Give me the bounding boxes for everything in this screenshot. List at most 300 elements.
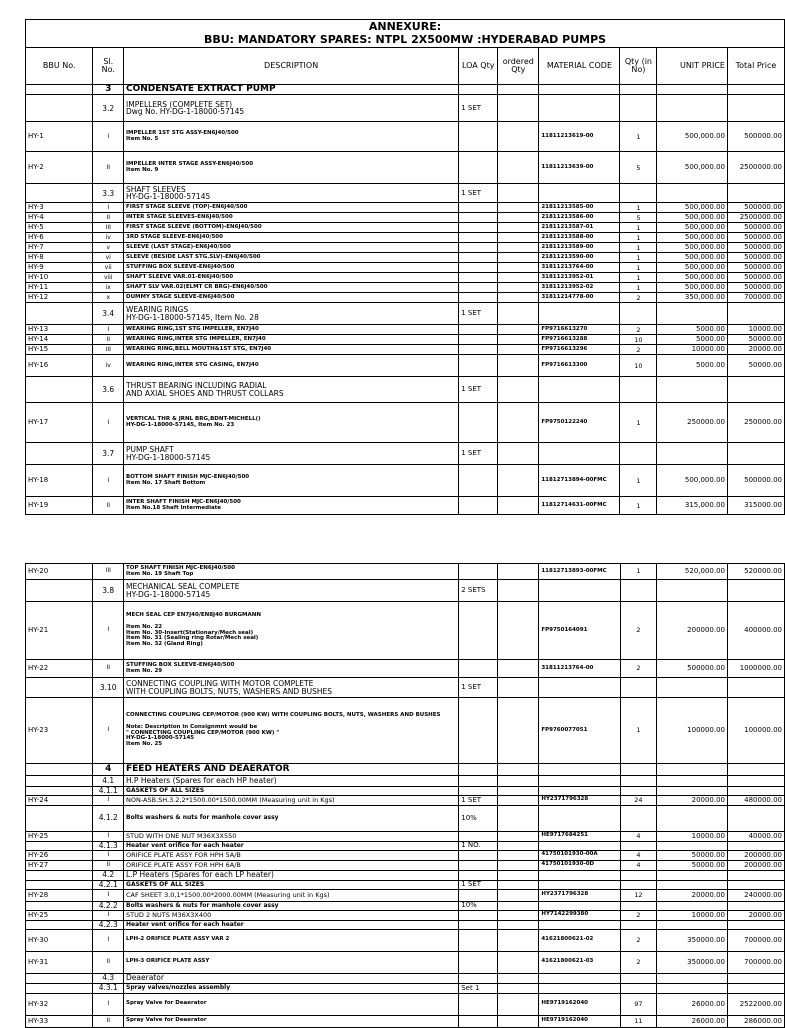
table-row [26,889,785,901]
material-code-cell: 41621800621-02 [539,929,620,951]
description-cell: BOTTOM SHAFT FINISH MJC-EN6J40/500 Item No. 17 Shaft Bottom [124,465,459,497]
unit-price-cell: 500,000.00 [657,122,728,152]
sl-no-cell: 3.8 [93,580,124,602]
ordered-qty-cell [498,243,539,253]
unit-price-cell [657,303,728,325]
ordered-qty-cell [498,678,539,698]
loa-qty-cell [459,870,498,880]
ordered-qty-cell [498,920,539,929]
qty-cell: 24 [620,795,657,805]
unit-price-cell: 500,000.00 [657,152,728,184]
annexure-title-row [26,20,785,34]
material-code-cell [539,901,620,910]
description-cell: TOP SHAFT FINISH MJC-EN6J40/500 Item No. 19 Shaft Top [124,564,459,580]
description-cell: STUFFING BOX SLEEVE-EN6J40/500 [124,263,459,273]
ordered-qty-cell [498,889,539,901]
total-price-cell: 50000.00 [727,355,784,377]
qty-cell: 12 [620,889,657,901]
ordered-qty-cell [498,213,539,223]
total-price-cell: 286000.00 [728,1015,785,1027]
ordered-qty-cell [498,377,539,403]
unit-price-cell: 500000.00 [657,660,728,678]
sl-no-cell: II [93,660,124,678]
sl-no-cell: iv [93,233,124,243]
qty-cell: 2 [620,929,657,951]
ordered-qty-cell [498,203,539,213]
material-code-cell [539,973,620,983]
total-price-cell: 480000.00 [728,795,785,805]
bbu-title-row [26,34,785,48]
loa-qty-cell [459,497,498,515]
loa-qty-cell [459,213,498,223]
loa-qty-cell [459,355,498,377]
ordered-qty-cell [498,345,539,355]
total-price-cell: 200000.00 [728,860,785,870]
qty-cell: 1 [620,263,657,273]
total-price-cell [727,85,784,95]
table-row [26,233,785,243]
loa-qty-cell: 10% [459,805,498,831]
subsection-row [26,983,785,993]
subsection-row [26,580,785,602]
total-price-cell [728,678,785,698]
qty-cell [620,841,657,850]
subsection-row [26,901,785,910]
loa-qty-cell [459,951,498,973]
table-row [26,325,785,335]
description-cell: NON-ASB.SH.3.2,2*1500.00*1500.00MM (Measuring unit in Kgs) [124,795,459,805]
total-price-cell: 500000.00 [727,283,784,293]
ordered-qty-cell [498,303,539,325]
sl-no-cell: 3.2 [93,95,124,122]
description-cell: ORIFICE PLATE ASSY FOR HPH 5A/B [124,850,459,860]
loa-qty-cell [459,283,498,293]
description-cell: H.P Heaters (Spares for each HP heater) [124,776,459,787]
loa-qty-cell: 1 SET [459,377,498,403]
ordered-qty-cell [498,880,539,889]
bbu-no-cell [26,870,93,880]
description-cell: WEARING RING,INTER STG CASING, EN7J40 [124,355,459,377]
table-row [26,860,785,870]
unit-price-cell: 26000.00 [657,993,728,1015]
total-price-cell: 700000.00 [728,929,785,951]
unit-price-cell: 10000.00 [657,910,728,920]
header-sl-no: Sl. No. [93,48,124,85]
subsection-row [26,377,785,403]
qty-cell: 2 [620,293,657,303]
material-code-cell: 11811213639-00 [539,152,620,184]
material-code-cell: HY2371796328 [539,889,620,901]
total-price-cell [727,377,784,403]
qty-cell: 1 [620,497,657,515]
ordered-qty-cell [498,293,539,303]
material-code-cell [539,377,620,403]
subsection-row [26,95,785,122]
unit-price-cell [657,443,728,465]
subsection-row [26,678,785,698]
material-code-cell [539,85,620,95]
ordered-qty-cell [498,929,539,951]
bbu-no-cell [26,787,93,796]
material-code-cell: HY7142299380 [539,910,620,920]
loa-qty-cell [459,973,498,983]
loa-qty-cell [459,152,498,184]
unit-price-cell: 350,000.00 [657,293,728,303]
table-row [26,564,785,580]
qty-cell: 5 [620,213,657,223]
bbu-no-cell: HY-28 [26,889,93,901]
unit-price-cell: 315,000.00 [657,497,728,515]
table-row [26,795,785,805]
sl-no-cell: 3.4 [93,303,124,325]
unit-price-cell: 500,000.00 [657,213,728,223]
bbu-no-cell [26,805,93,831]
unit-price-cell: 500,000.00 [657,233,728,243]
loa-qty-cell [459,253,498,263]
description-cell: WEARING RING,INTER STG IMPELLER, EN7J40 [124,335,459,345]
qty-cell: 1 [620,698,657,764]
subsection-row [26,870,785,880]
sl-no-cell: I [93,203,124,213]
header-ordered-qty: ordered Qty [498,48,539,85]
qty-cell [620,377,657,403]
total-price-cell: 50000.00 [727,335,784,345]
sl-no-cell: iv [93,355,124,377]
bbu-no-cell [26,85,93,95]
total-price-cell [727,443,784,465]
unit-price-cell: 20000.00 [657,795,728,805]
bbu-no-cell [26,776,93,787]
qty-cell [620,920,657,929]
table-row [26,698,785,764]
sl-no-cell: III [93,564,124,580]
loa-qty-cell [459,465,498,497]
total-price-cell: 10000.00 [727,325,784,335]
ordered-qty-cell [498,85,539,95]
material-code-cell: 21811213585-00 [539,203,620,213]
description-cell: FEED HEATERS AND DEAERATOR [124,764,459,776]
total-price-cell: 500000.00 [727,233,784,243]
table-row [26,910,785,920]
sl-no-cell: vii [93,263,124,273]
ordered-qty-cell [498,787,539,796]
material-code-cell: 41750101930-0D [539,860,620,870]
unit-price-cell [657,983,728,993]
bbu-no-cell [26,377,93,403]
description-cell: Deaerator [124,973,459,983]
ordered-qty-cell [498,564,539,580]
unit-price-cell: 200000.00 [657,602,728,660]
description-cell: MECHANICAL SEAL COMPLETE HY-DG-1-18000-57145 [124,580,459,602]
material-code-cell: 31811214778-00 [539,293,620,303]
total-price-cell: 500000.00 [727,465,784,497]
bbu-no-cell [26,983,93,993]
bbu-no-cell: HY-18 [26,465,93,497]
unit-price-cell [657,85,728,95]
description-cell: PUMP SHAFT HY-DG-1-18000-57145 [124,443,459,465]
table-row [26,253,785,263]
description-cell: SHAFT SLV VAR.02(ELMT CR BRG)-EN6J40/500 [124,283,459,293]
description-cell: SHAFT SLEEVE VAR.01-EN6J40/500 [124,273,459,283]
qty-cell: 2 [620,660,657,678]
qty-cell: 1 [620,243,657,253]
loa-qty-cell [459,223,498,233]
table-row [26,951,785,973]
ordered-qty-cell [498,403,539,443]
description-cell: Bolts washers & nuts for manhole cover assy [124,805,459,831]
header-description: DESCRIPTION [124,48,459,85]
sl-no-cell: 4.1.1 [93,787,124,796]
table-row [26,335,785,345]
loa-qty-cell [459,564,498,580]
description-cell: Bolts washers & nuts for manhole cover assy [124,901,459,910]
sl-no-cell: I [93,910,124,920]
sl-no-cell: 4.2.2 [93,901,124,910]
unit-price-cell: 10000.00 [657,345,728,355]
bbu-no-cell: HY-2 [26,152,93,184]
sl-no-cell: II [93,497,124,515]
loa-qty-cell: 1 NO. [459,841,498,850]
sl-no-cell: viii [93,273,124,283]
header-total-price: Total Price [727,48,784,85]
material-code-cell: HY2371796328 [539,795,620,805]
sl-no-cell: 3.7 [93,443,124,465]
table-row [26,403,785,443]
ordered-qty-cell [498,122,539,152]
unit-price-cell: 500,000.00 [657,223,728,233]
table-row [26,203,785,213]
bbu-no-cell [26,920,93,929]
loa-qty-cell [459,203,498,213]
unit-price-cell: 50000.00 [657,850,728,860]
bbu-title: BBU: MANDATORY SPARES: NTPL 2X500MW :HYDERABAD PUMPS [26,34,785,48]
description-cell: GASKETS OF ALL SIZES [124,787,459,796]
description-cell: IMPELLER 1ST STG ASSY-EN6J40/500 Item No. 5 [124,122,459,152]
sl-no-cell: I [93,325,124,335]
sl-no-cell: I [93,993,124,1015]
ordered-qty-cell [498,443,539,465]
subsection-row [26,973,785,983]
loa-qty-cell [459,345,498,355]
ordered-qty-cell [498,870,539,880]
unit-price-cell: 10000.00 [657,831,728,841]
header-row [26,48,785,85]
loa-qty-cell [459,1015,498,1027]
qty-cell: 2 [620,345,657,355]
sl-no-cell: I [93,465,124,497]
qty-cell: 10 [620,335,657,345]
description-cell: INTER STAGE SLEEVES-EN6J40/500 [124,213,459,223]
sl-no-cell: III [93,345,124,355]
unit-price-cell: 5000.00 [657,335,728,345]
sl-no-cell: 3.3 [93,184,124,203]
material-code-cell [539,880,620,889]
sl-no-cell: I [93,698,124,764]
bbu-no-cell: HY-25 [26,910,93,920]
material-code-cell: 21811213590-00 [539,253,620,263]
loa-qty-cell [459,122,498,152]
table-row [26,602,785,660]
material-code-cell: 11812713893-00FMC [539,564,620,580]
total-price-cell [728,983,785,993]
material-code-cell: FP9716613288 [539,335,620,345]
total-price-cell: 2500000.00 [727,152,784,184]
bbu-no-cell: HY-27 [26,860,93,870]
material-code-cell [539,580,620,602]
bbu-no-cell [26,303,93,325]
section-row [26,764,785,776]
loa-qty-cell: Set 1 [459,983,498,993]
ordered-qty-cell [498,355,539,377]
annexure-title: ANNEXURE: [26,20,785,34]
description-cell: Spray Valve for Deaerator [124,993,459,1015]
ordered-qty-cell [498,660,539,678]
qty-cell [620,580,657,602]
description-cell: 3RD STAGE SLEEVE-EN6J40/500 [124,233,459,243]
sl-no-cell: 4.1.2 [93,805,124,831]
material-code-cell: 21811213588-00 [539,233,620,243]
unit-price-cell [657,377,728,403]
loa-qty-cell: 1 SET [459,795,498,805]
table-row [26,497,785,515]
table-row [26,660,785,678]
qty-cell: 1 [620,465,657,497]
material-code-cell: 11811213619-00 [539,122,620,152]
material-code-cell: 31811213764-00 [539,660,620,678]
sl-no-cell: 4.1 [93,776,124,787]
material-code-cell [539,983,620,993]
sl-no-cell: II [93,152,124,184]
qty-cell: 5 [620,152,657,184]
unit-price-cell: 500,000.00 [657,263,728,273]
qty-cell [620,880,657,889]
loa-qty-cell [459,660,498,678]
loa-qty-cell: 1 SET [459,880,498,889]
ordered-qty-cell [498,841,539,850]
material-code-cell: 31811213952-02 [539,283,620,293]
loa-qty-cell [459,831,498,841]
description-cell: THRUST BEARING INCLUDING RADIAL AND AXIAL SHOES AND THRUST COLLARS [124,377,459,403]
bbu-no-cell: HY-14 [26,335,93,345]
total-price-cell [728,841,785,850]
sl-no-cell: 4.3 [93,973,124,983]
qty-cell: 2 [620,951,657,973]
qty-cell [620,184,657,203]
loa-qty-cell [459,698,498,764]
loa-qty-cell: 1 SET [459,678,498,698]
qty-cell [620,983,657,993]
ordered-qty-cell [498,764,539,776]
material-code-cell: 41621800621-03 [539,951,620,973]
qty-cell [620,870,657,880]
table-row [26,929,785,951]
subsection-row [26,920,785,929]
qty-cell [620,678,657,698]
ordered-qty-cell [498,831,539,841]
ordered-qty-cell [498,273,539,283]
sl-no-cell: v [93,243,124,253]
material-code-cell: FP9750164091 [539,602,620,660]
unit-price-cell: 250000.00 [657,403,728,443]
bbu-no-cell: HY-12 [26,293,93,303]
unit-price-cell: 500,000.00 [657,465,728,497]
qty-cell [620,443,657,465]
subsection-row [26,303,785,325]
bbu-no-cell: HY-31 [26,951,93,973]
sl-no-cell: I [93,929,124,951]
qty-cell [620,973,657,983]
bbu-no-cell [26,678,93,698]
bbu-no-cell: HY-9 [26,263,93,273]
qty-cell [620,303,657,325]
description-cell: DUMMY STAGE SLEEVE-EN6J40/500 [124,293,459,303]
bbu-no-cell: HY-8 [26,253,93,263]
description-cell: MECH SEAL CEP EN7J40/EN8J40 BURGMANN Item No. 22 Item No. 30-Insert(Stationary/Mech seal) Item No. 31 (Sealing ring Rotar/Mech seal) Item No. 32 (Gland Ring) [124,602,459,660]
header-unit-price: UNIT PRICE [657,48,728,85]
unit-price-cell: 50000.00 [657,860,728,870]
description-cell: CONDENSATE EXTRACT PUMP [124,85,459,95]
unit-price-cell: 100000.00 [657,698,728,764]
ordered-qty-cell [498,993,539,1015]
total-price-cell [728,880,785,889]
sl-no-cell: I [93,602,124,660]
material-code-cell: 31811213764-00 [539,263,620,273]
ordered-qty-cell [498,253,539,263]
bbu-no-cell: HY-22 [26,660,93,678]
ordered-qty-cell [498,860,539,870]
total-price-cell: 315000.00 [727,497,784,515]
sl-no-cell: I [93,889,124,901]
bbu-no-cell: HY-6 [26,233,93,243]
ordered-qty-cell [498,184,539,203]
subsection-row [26,805,785,831]
loa-qty-cell [459,920,498,929]
total-price-cell: 500000.00 [727,122,784,152]
description-cell: STUD 2 NUTS M36X3X400 [124,910,459,920]
subsection-row [26,443,785,465]
description-cell: SLEEVE (LAST STAGE)-EN6J40/500 [124,243,459,253]
ordered-qty-cell [498,233,539,243]
bbu-no-cell: HY-19 [26,497,93,515]
loa-qty-cell [459,764,498,776]
material-code-cell: FP9716613300 [539,355,620,377]
description-cell: Spray valves/nozzles assembly [124,983,459,993]
loa-qty-cell [459,993,498,1015]
material-code-cell: 41750101930-00A [539,850,620,860]
qty-cell [620,95,657,122]
ordered-qty-cell [498,263,539,273]
table-row [26,831,785,841]
sl-no-cell: III [93,223,124,233]
unit-price-cell: 520,000.00 [657,564,728,580]
qty-cell: 1 [620,273,657,283]
bbu-no-cell: HY-23 [26,698,93,764]
total-price-cell: 100000.00 [728,698,785,764]
total-price-cell [728,580,785,602]
qty-cell: 2 [620,325,657,335]
material-code-cell [539,776,620,787]
qty-cell: 11 [620,1015,657,1027]
bbu-no-cell: HY-10 [26,273,93,283]
sl-no-cell: II [93,213,124,223]
material-code-cell [539,443,620,465]
qty-cell: 2 [620,910,657,920]
material-code-cell: 11812713894-00FMC [539,465,620,497]
sl-no-cell: I [93,795,124,805]
sl-no-cell: I [93,831,124,841]
material-code-cell [539,841,620,850]
material-code-cell: HE9719162040 [539,993,620,1015]
